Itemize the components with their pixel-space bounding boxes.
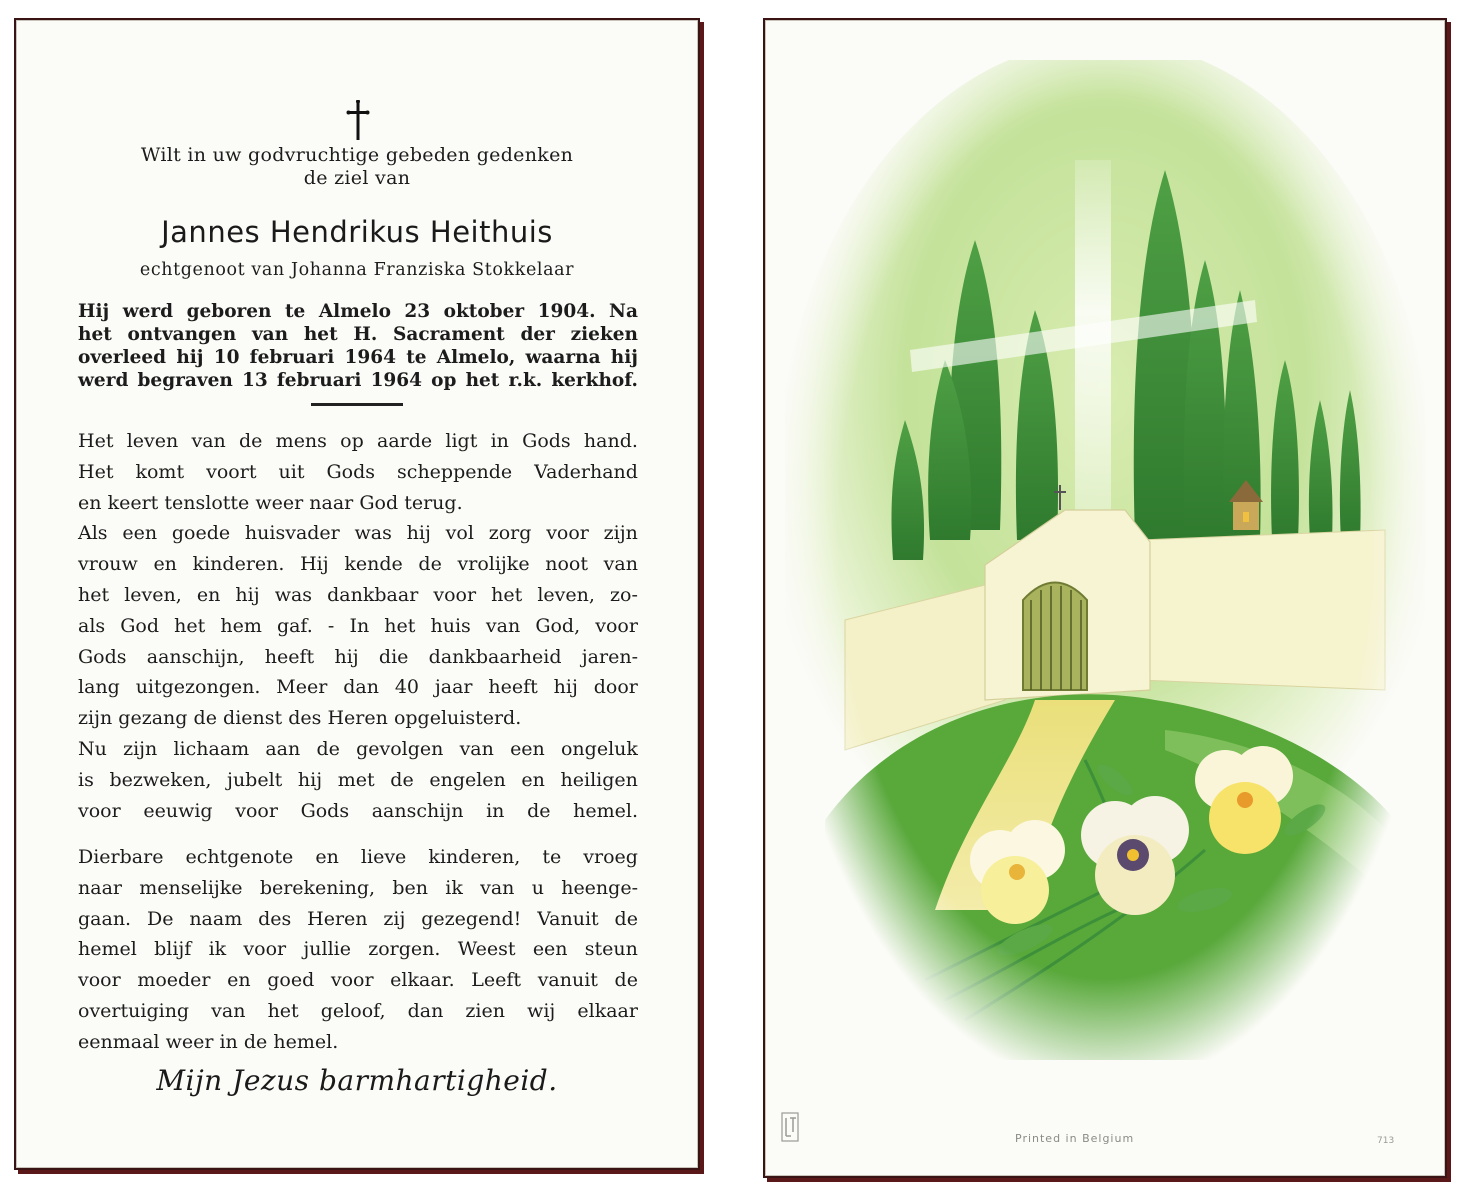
eulogy-text (78, 426, 638, 826)
word: hij (176, 347, 204, 368)
word: met (337, 768, 375, 791)
intro-line-1: Wilt in uw godvruchtige gebeden gedenken (140, 144, 574, 166)
word: wij (527, 999, 556, 1022)
word: elkaar (577, 999, 638, 1022)
word: vroeg (583, 846, 638, 868)
word: Gods (300, 799, 350, 822)
word: heenge- (561, 876, 638, 899)
word: steun (584, 938, 638, 961)
word: hij (610, 347, 638, 368)
word: hij (406, 522, 431, 545)
word: zieken (570, 324, 638, 345)
word: 1904. (537, 301, 596, 322)
word: Gods (522, 430, 571, 452)
word: lieve (360, 846, 407, 868)
word: jullie (303, 938, 351, 961)
bio-line (78, 300, 638, 323)
word: een (122, 522, 158, 545)
text-line (78, 672, 638, 703)
word: werd (122, 301, 174, 322)
word: voor (78, 969, 121, 992)
word: op (340, 430, 364, 452)
word: voor (546, 522, 589, 545)
word: Meer (276, 676, 328, 699)
word: weer (255, 491, 304, 514)
word: een (532, 938, 568, 961)
word: het (78, 583, 110, 606)
word: februari (249, 347, 335, 368)
word: gezegend! (421, 907, 522, 930)
word: 1964 (344, 347, 396, 368)
word: van (603, 553, 638, 576)
text-line (78, 518, 638, 549)
word: u (531, 876, 544, 899)
word: uit (278, 460, 305, 483)
word: vol (445, 522, 474, 545)
word: te (542, 846, 562, 868)
word: naar (78, 876, 122, 899)
word: der (520, 324, 555, 345)
word: hand. (583, 430, 638, 452)
word: ik (445, 876, 463, 899)
word: ik (208, 938, 227, 961)
word: 40 (394, 676, 419, 699)
text-line (78, 734, 638, 765)
text-line (78, 934, 638, 965)
word: van (191, 430, 226, 452)
divider (311, 403, 403, 406)
word: en (153, 553, 177, 576)
text-line (78, 488, 638, 519)
word: zijn (78, 707, 113, 730)
word: naar (309, 491, 354, 514)
word: 10 (213, 347, 240, 368)
word: Het (78, 460, 114, 483)
word: aarde (377, 430, 433, 452)
word: Weest (457, 938, 516, 961)
word: terug. (404, 491, 463, 514)
word: te (406, 347, 427, 368)
word: ligt (445, 430, 478, 452)
word: was (354, 522, 392, 545)
memorial-text-card (14, 18, 700, 1170)
word: hemel. (573, 799, 638, 822)
word: heiligen (560, 768, 638, 791)
publisher-logo (781, 1112, 799, 1142)
vignette (785, 60, 1425, 1120)
word: de (243, 1030, 268, 1053)
word: dan (407, 999, 444, 1022)
intro-text (16, 144, 698, 190)
word: de (390, 768, 414, 791)
word: de (239, 430, 263, 452)
word: leven (126, 430, 179, 452)
word: overleed (78, 347, 167, 368)
word: lang (78, 676, 120, 699)
word: gaan. (78, 907, 132, 930)
word: voor (595, 614, 638, 637)
word: voor (78, 799, 121, 822)
word: de (193, 707, 217, 730)
word: Sacrament (393, 324, 505, 345)
word: heeft (264, 645, 315, 668)
text-line (78, 765, 638, 796)
word: het (384, 614, 416, 637)
word: Almelo, (436, 347, 516, 368)
word: de (527, 799, 551, 822)
word: begraven (137, 370, 233, 391)
printed-in-label: Printed in Belgium (1015, 1132, 1135, 1145)
word: Gods (326, 460, 376, 483)
word: waarna (525, 347, 601, 368)
word: februari (276, 370, 362, 391)
word: die (378, 645, 409, 668)
word: zijn (603, 522, 638, 545)
word: weer (165, 1030, 214, 1053)
word: gaf. (276, 614, 313, 637)
word: huis (430, 614, 471, 637)
word: Het (78, 430, 114, 452)
word: kerkhof. (551, 370, 638, 391)
word: en (315, 846, 339, 868)
text-line (78, 996, 638, 1027)
word: Vaderhand (534, 460, 638, 483)
word: hij (553, 676, 578, 699)
intro-line-2: de ziel van (303, 167, 411, 189)
word: God (359, 491, 399, 514)
word: van (251, 324, 289, 345)
closing-prayer: Mijn Jezus barmhartigheid. (156, 1064, 558, 1097)
word: het (174, 614, 206, 637)
word: hemel. (273, 1030, 339, 1053)
text-line (78, 904, 638, 935)
text-line (78, 796, 638, 827)
word: r.k. (508, 370, 543, 391)
text-line (78, 457, 638, 488)
word: echtgenote (185, 846, 294, 868)
cemetery-illustration (785, 60, 1425, 1120)
word: De (146, 907, 174, 930)
word: voort (206, 460, 257, 483)
word: Dierbare (78, 846, 164, 868)
word: gezang (118, 707, 188, 730)
word: God, (535, 614, 581, 637)
word: Na (609, 301, 638, 322)
word: zien (465, 999, 505, 1022)
word: Gods (78, 645, 127, 668)
word: lichaam (173, 737, 250, 760)
word: jaar (434, 676, 473, 699)
word: door (593, 676, 638, 699)
word: Heren (307, 907, 368, 930)
word: kinderen. (192, 553, 285, 576)
word: als (78, 614, 106, 637)
word: aanschijn (371, 799, 464, 822)
word: het (267, 999, 299, 1022)
word: en (78, 491, 102, 514)
word: leven, (124, 583, 182, 606)
word: elkaar. (390, 969, 455, 992)
word: kende (344, 553, 403, 576)
word: hij (334, 645, 359, 668)
text-line (78, 642, 638, 673)
word: en (521, 768, 545, 791)
word: in (490, 430, 509, 452)
text-line (78, 965, 638, 996)
word: en (196, 583, 221, 606)
word: Almelo (318, 301, 391, 322)
word: gevolgen (356, 737, 444, 760)
word: van (480, 876, 515, 899)
word: voor (235, 799, 278, 822)
word: oktober (443, 301, 525, 322)
word: jaren- (581, 645, 638, 668)
word: Vanuit (537, 907, 599, 930)
word: het (491, 583, 523, 606)
word: noot (545, 553, 588, 576)
biography (78, 300, 638, 392)
word: dankbaar (327, 583, 419, 606)
word: op (431, 370, 457, 391)
word: 13 (241, 370, 268, 391)
word: vrouw (78, 553, 138, 576)
word: menselijke (139, 876, 243, 899)
bio-line (78, 369, 638, 392)
word: Hij (300, 553, 329, 576)
word: zorg (488, 522, 532, 545)
text-line (78, 873, 638, 904)
word: in (219, 1030, 238, 1053)
word: zo- (610, 583, 638, 606)
word: aanschijn, (146, 645, 245, 668)
word: ontvangen (127, 324, 237, 345)
word: mens (275, 430, 327, 452)
word: H. (353, 324, 378, 345)
word: jubelt (227, 768, 283, 791)
word: een (510, 737, 545, 760)
text-line (78, 580, 638, 611)
word: was (274, 583, 313, 606)
word: Leeft (471, 969, 522, 992)
text-line (78, 426, 638, 457)
word: zijn (123, 737, 158, 760)
word: voor (330, 969, 374, 992)
word: het (465, 370, 500, 391)
word: te (285, 301, 306, 322)
word: in (486, 799, 505, 822)
word: geboren (186, 301, 272, 322)
word: 1964 (370, 370, 423, 391)
word: en (227, 969, 251, 992)
word: 23 (404, 301, 431, 322)
card-code: 713 (1377, 1136, 1395, 1146)
word: zorgen. (368, 938, 441, 961)
word: hij (235, 583, 260, 606)
text-line (78, 611, 638, 642)
deceased-name: Jannes Hendrikus Heithuis (161, 215, 553, 249)
word: van (211, 999, 246, 1022)
word: dienst (223, 707, 283, 730)
word: de (418, 553, 442, 576)
word: blijf (154, 938, 192, 961)
word: uitgezongen. (135, 676, 261, 699)
word: dankbaarheid (428, 645, 562, 668)
word: leven, (537, 583, 595, 606)
word: moeder (137, 969, 211, 992)
word: komt (135, 460, 185, 483)
cross-icon (346, 100, 370, 140)
word: hemel (78, 938, 137, 961)
word: engelen (429, 768, 506, 791)
word: heeft (488, 676, 538, 699)
word: dan (343, 676, 379, 699)
memorial-picture-card (763, 18, 1447, 1178)
word: werd (78, 370, 129, 391)
text-line (78, 549, 638, 580)
word: kinderen, (428, 846, 521, 868)
word: God (120, 614, 160, 637)
word: de (316, 737, 340, 760)
farewell-text (78, 842, 638, 1058)
word: vrolijke (457, 553, 530, 576)
word: berekening, (259, 876, 376, 899)
word: Als (78, 522, 108, 545)
word: overtuiging (78, 999, 190, 1022)
word: geloof, (320, 999, 386, 1022)
word: bezweken, (109, 768, 212, 791)
word: eenmaal (78, 1030, 160, 1053)
word: opgeluisterd. (393, 707, 522, 730)
word: Hij (78, 301, 110, 322)
word: van (485, 614, 521, 637)
word: ben (392, 876, 428, 899)
word: aan (265, 737, 301, 760)
word: is (78, 768, 94, 791)
word: voor (243, 938, 287, 961)
word: hij (297, 768, 323, 791)
text-line (78, 842, 638, 873)
word: hem (220, 614, 262, 637)
word: voor (433, 583, 477, 606)
word: goede (171, 522, 231, 545)
word: de (614, 907, 638, 930)
word: - (327, 614, 335, 637)
word: des (258, 907, 292, 930)
word: het (303, 324, 338, 345)
word: huisvader (244, 522, 340, 545)
word: naam (189, 907, 243, 930)
word: van (459, 737, 494, 760)
word: eeuwig (143, 799, 213, 822)
word: In (349, 614, 370, 637)
word: het (78, 324, 112, 345)
word: vanuit (537, 969, 598, 992)
word: tenslotte (164, 491, 250, 514)
word: Nu (78, 737, 107, 760)
word: keert (107, 491, 159, 514)
bio-line (78, 323, 638, 346)
text-line (78, 1027, 638, 1058)
word: Heren (327, 707, 388, 730)
word: de (614, 969, 638, 992)
bio-line (78, 346, 638, 369)
word: goed (267, 969, 315, 992)
word: ongeluk (560, 737, 638, 760)
text-line (78, 703, 638, 734)
word: des (288, 707, 322, 730)
word: zij (383, 907, 406, 930)
word: scheppende (397, 460, 513, 483)
spouse-line: echtgenoot van Johanna Franziska Stokkelaar (139, 260, 575, 280)
